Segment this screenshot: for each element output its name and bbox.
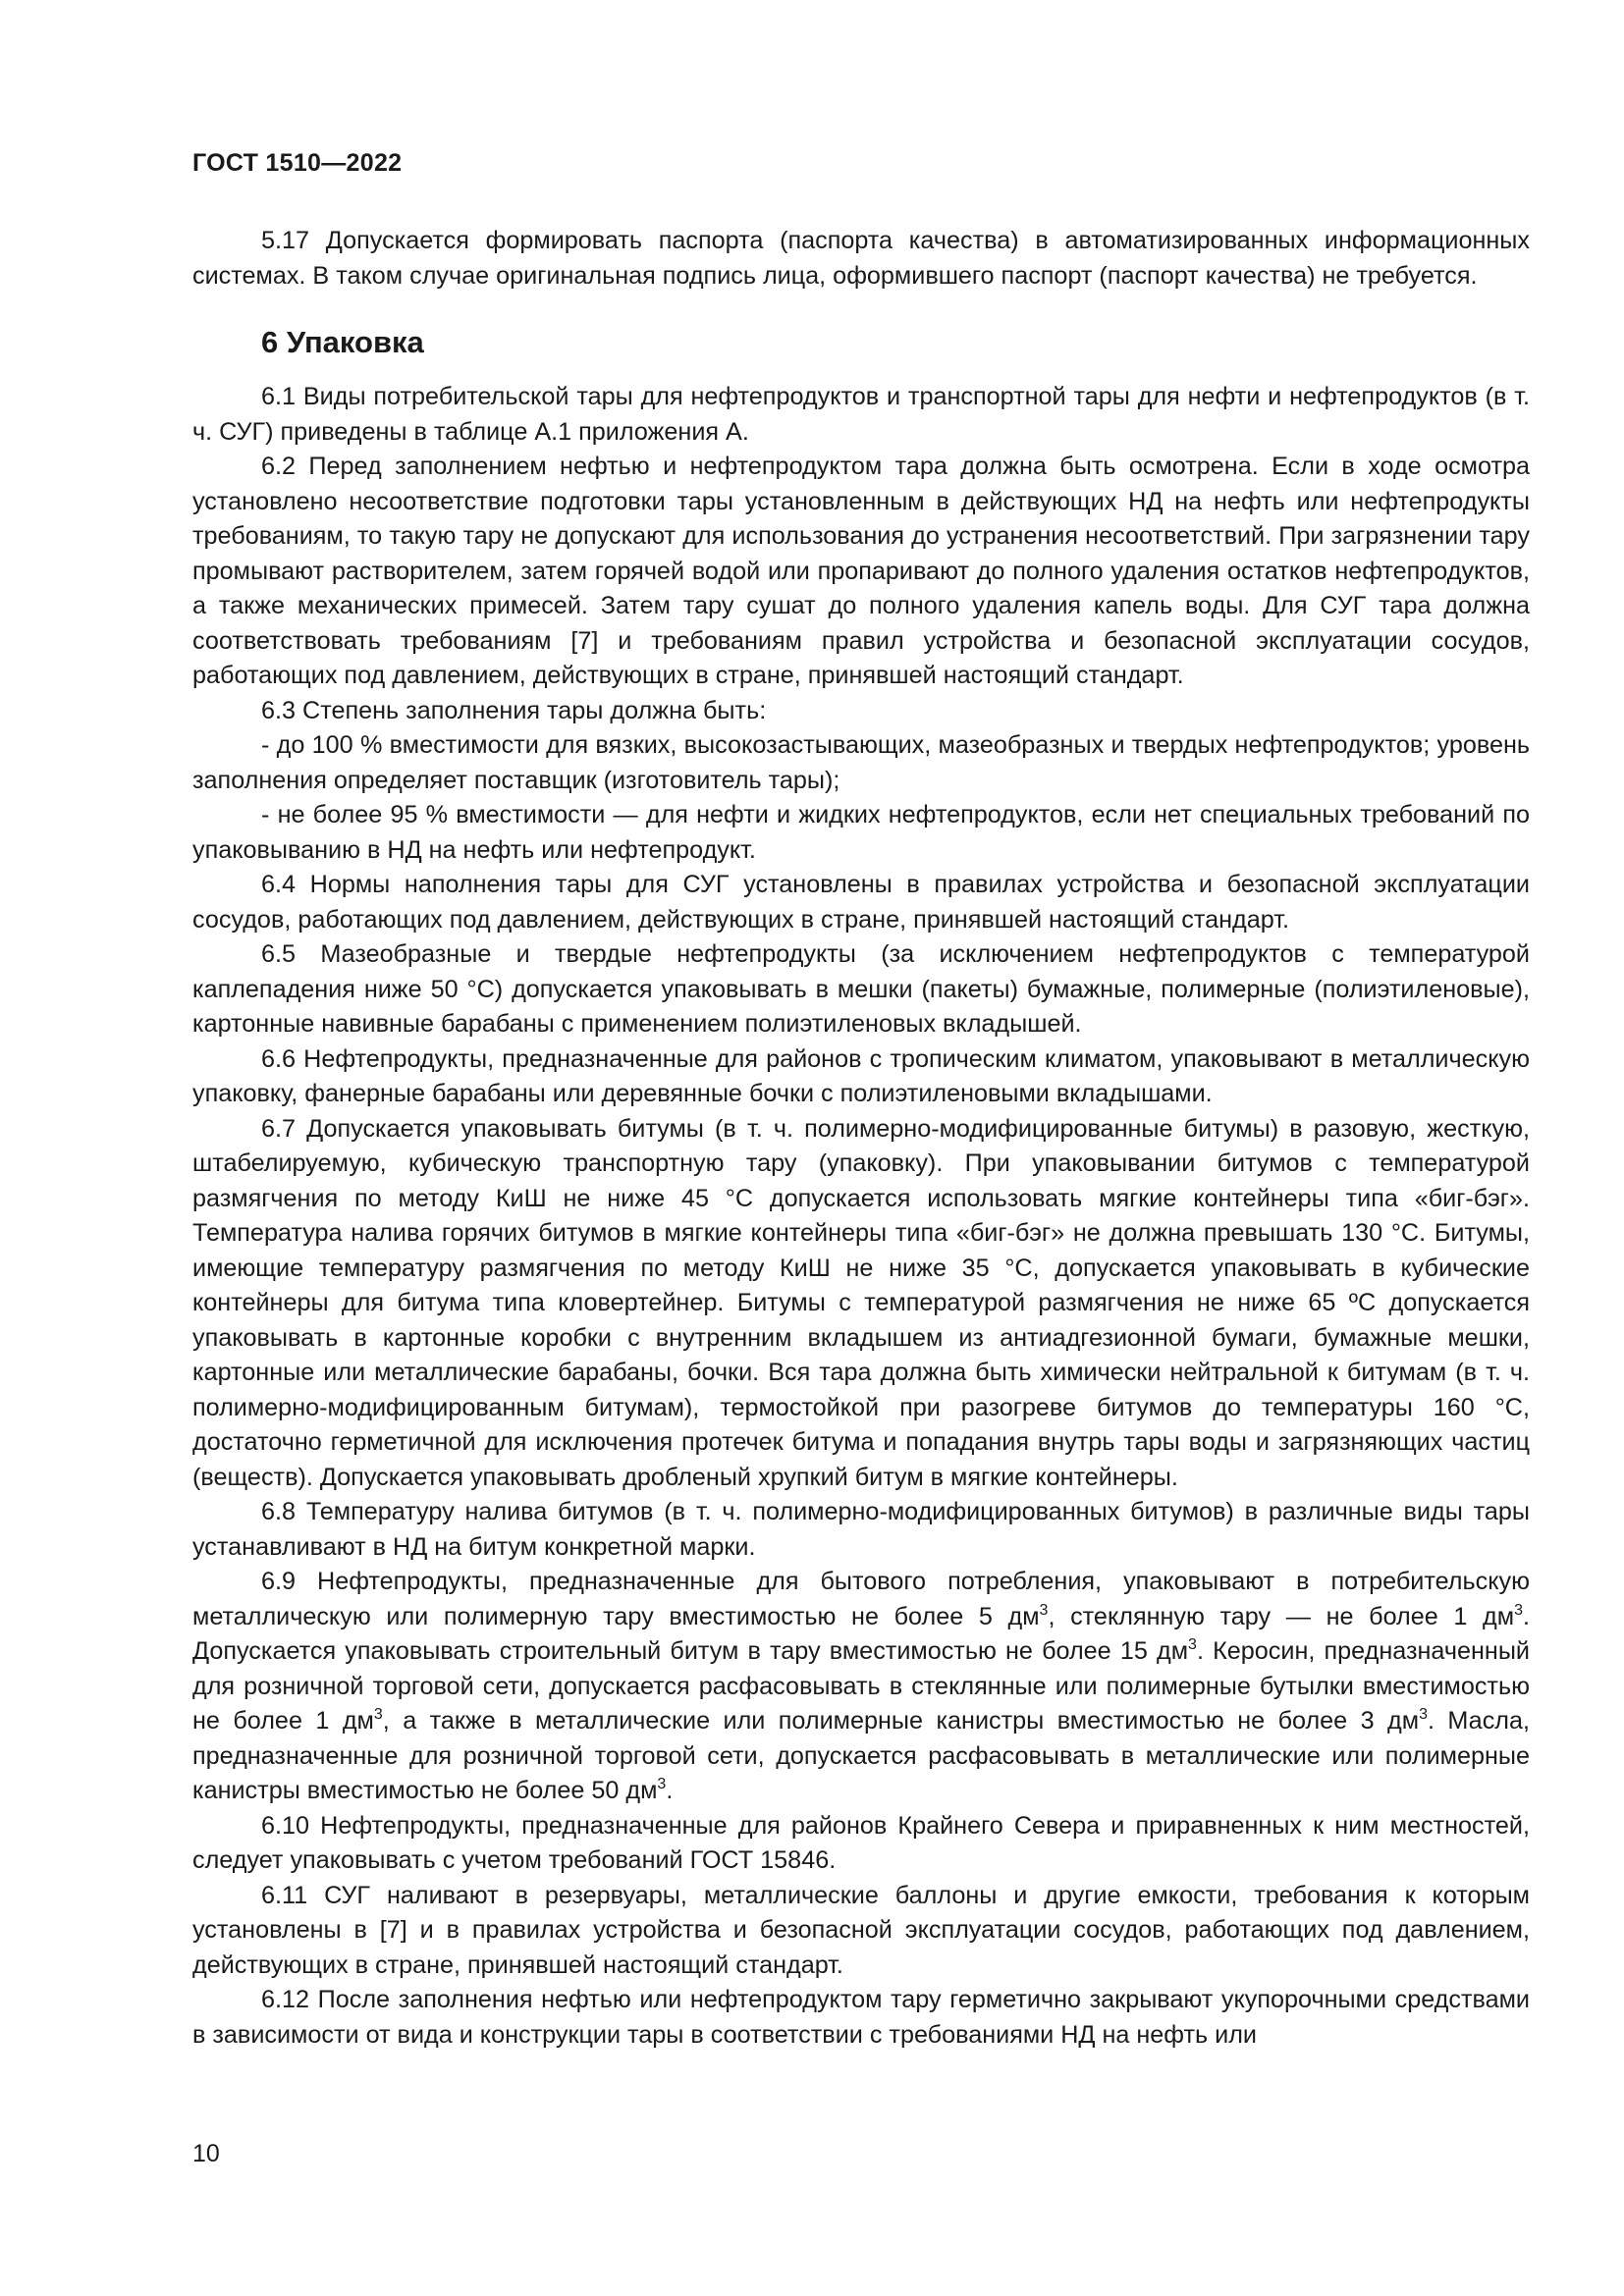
list-item-6-3-b: - не более 95 % вместимости — для нефти и жидких нефтепродуктов, если нет специальных требований по упаковыванию в НД на нефть или нефтепродукт. [192, 801, 1530, 864]
section-title: 6 Упаковка [261, 325, 424, 359]
superscript-3: 3 [657, 1776, 667, 1792]
paragraph-6-1: 6.1 Виды потребительской тары для нефтепродуктов и транспортной тары для нефти и нефтепродуктов (в т. ч. СУГ) приведены в таблице А.1 приложения А. [192, 383, 1530, 446]
paragraph-5-17: 5.17 Допускается формировать паспорта (паспорта качества) в автоматизированных информационных системах. В таком случае оригинальная подпись лица, оформившего паспорт (паспорт качества) не требуется. [192, 227, 1530, 290]
superscript-3: 3 [1188, 1636, 1197, 1653]
p6-9-text-5: , а также в металлические или полимерные канистры вместимостью не более 3 дм [382, 1707, 1420, 1735]
paragraph-6-11: 6.11 СУГ наливают в резервуары, металлические баллоны и другие емкости, требования к которым установлены в [7] и в правилах устройства и безопасной эксплуатации сосудов, работающих под давлением, действующих в стране, принявшей настоящий стандарт. [192, 1881, 1530, 1979]
superscript-3: 3 [1039, 1601, 1049, 1619]
page-number: 10 [192, 2140, 220, 2167]
document-header: ГОСТ 1510—2022 [192, 149, 403, 177]
p6-9-text-2: , стеклянную тару — не более 1 дм [1048, 1602, 1515, 1630]
list-item-6-3-a: - до 100 % вместимости для вязких, высокозастывающих, мазеобразных и твердых нефтепродуктов; уровень заполнения определяет поставщик (изготовитель тары); [192, 731, 1530, 794]
paragraph-6-2: 6.2 Перед заполнением нефтью и нефтепродуктом тара должна быть осмотрена. Если в ходе осмотра установлено несоответствие подготовки тары установленным в действующих НД на нефть или нефтепродукты требованиям, то такую тару не допускают для использования до устранения несоответствий. При загрязнении тару промывают растворителем, затем горячей водой или пропаривают до полного удаления остатков нефтепродуктов, а также механических примесей. Затем тару сушат до полного удаления капель воды. Для СУГ тара должна соответствовать требованиям [7] и требованиям правил устройства и безопасной эксплуатации сосудов, работающих под давлением, действующих в стране, принявшей настоящий стандарт. [192, 453, 1530, 689]
paragraph-6-8: 6.8 Температуру налива битумов (в т. ч. полимерно-модифицированных битумов) в различные виды тары устанавливают в НД на битум конкретной марки. [192, 1498, 1530, 1561]
paragraph-6-6: 6.6 Нефтепродукты, предназначенные для районов с тропическим климатом, упаковывают в металлическую упаковку, фанерные барабаны или деревянные бочки с полиэтиленовыми вкладышами. [192, 1044, 1530, 1107]
document-body [192, 224, 1530, 2053]
paragraph-6-5: 6.5 Мазеобразные и твердые нефтепродукты (за исключением нефтепродуктов с температурой каплепадения ниже 50 °С) допускается упаковывать в мешки (пакеты) бумажные, полимерные (полиэтиленовые), картонные навивные барабаны с применением полиэтиленовых вкладышей. [192, 940, 1530, 1038]
p6-9-text-7: . [666, 1777, 674, 1804]
paragraph-6-12: 6.12 После заполнения нефтью или нефтепродуктом тару герметично закрывают укупорочными средствами в зависимости от вида и конструкции тары в соответствии с требованиями НД на нефть или [192, 1986, 1530, 2049]
paragraph-6-4: 6.4 Нормы наполнения тары для СУГ установлены в правилах устройства и безопасной эксплуатации сосудов, работающих под давлением, действующих в стране, принявшей настоящий стандарт. [192, 871, 1530, 934]
paragraph-6-7: 6.7 Допускается упаковывать битумы (в т. ч. полимерно-модифицированные битумы) в разовую, жесткую, штабелируемую, кубическую транспортную тару (упаковку). При упаковывании битумов с температурой размягчения по методу КиШ не ниже 45 °С допускается использовать мягкие контейнеры типа «биг-бэг». Температура налива горячих битумов в мягкие контейнеры типа «биг-бэг» не должна превышать 130 °С. Битумы, имеющие температуру размягчения по методу КиШ не ниже 35 °С, допускается упаковывать в кубические контейнеры для битума типа кловертейнер. Битумы с температурой размягчения не ниже 65 ºС допускается упаковывать в картонные коробки с внутренним вкладышем из антиадгезионной бумаги, бумажные мешки, картонные или металлические барабаны, бочки. Вся тара должна быть химически нейтральной к битумам (в т. ч. полимерно-модифицированным битумам), термостойкой при разогреве битумов до температуры 160 °С, достаточно герметичной для исключения протечек битума и попадания внутрь тары воды и загрязняющих частиц (веществ). Допускается упаковывать дробленый хрупкий битум в мягкие контейнеры. [192, 1114, 1530, 1491]
superscript-3: 3 [373, 1706, 383, 1723]
p6-9-text-4: . Керосин, предназначенный для розничной торговой сети, допускается расфасовывать в стеклянные или полимерные бутылки вместимостью не более 1 дм [192, 1637, 1531, 1735]
superscript-3: 3 [1514, 1601, 1523, 1619]
p6-9-text-3: . Допускается упаковывать строительный битум в тару вместимостью не более 15 дм [192, 1602, 1530, 1665]
paragraph-6-10: 6.10 Нефтепродукты, предназначенные для районов Крайнего Севера и приравненных к ним местностей, следует упаковывать с учетом требований ГОСТ 15846. [192, 1811, 1530, 1874]
paragraph-6-3: 6.3 Степень заполнения тары должна быть: [261, 696, 767, 724]
paragraph-6-9 [192, 1565, 1530, 1809]
p6-9-text-6: . Масла, предназначенные для розничной торговой сети, допускается расфасовывать в металлические или полимерные канистры вместимостью не более 50 дм [192, 1707, 1530, 1804]
p6-9-text-1: 6.9 Нефтепродукты, предназначенные для бытового потребления, упаковывают в потребительскую металлическую или полимерную тару вместимостью не более 5 дм [192, 1568, 1530, 1630]
superscript-3: 3 [1419, 1706, 1428, 1723]
